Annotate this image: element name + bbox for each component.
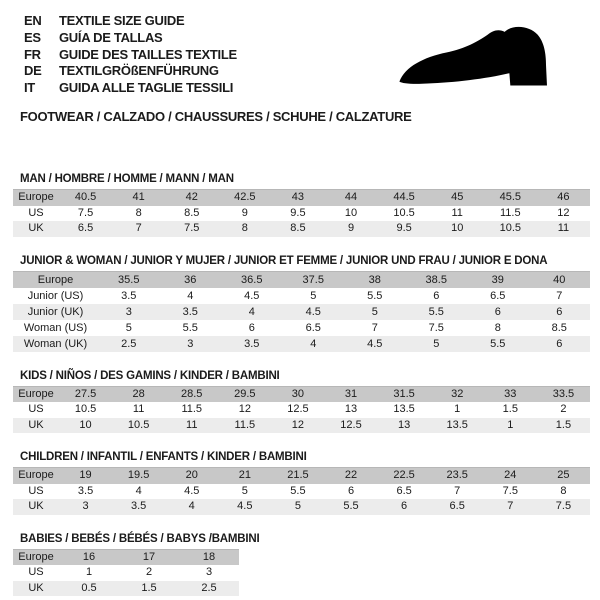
language-code: ES	[24, 29, 41, 45]
size-section	[13, 173, 590, 237]
language-code: DE	[24, 63, 42, 79]
size-cell: 7.5	[555, 500, 572, 512]
size-cell: 13	[397, 418, 411, 431]
size-cell: 11.5	[500, 206, 521, 219]
row-label: US	[28, 403, 44, 415]
size-cell: 11	[451, 206, 463, 219]
size-cell: 8.5	[551, 321, 567, 334]
size-cell: 1.5	[141, 581, 157, 594]
size-cell: 11.5	[234, 418, 256, 431]
size-cell: 8.5	[184, 206, 200, 219]
row-label: US	[28, 566, 44, 578]
row-label: Woman (US)	[23, 321, 88, 334]
row-label: UK	[28, 581, 44, 594]
size-cell: 1	[507, 418, 514, 431]
size-cell: 18	[202, 550, 216, 563]
size-cell: 20	[185, 469, 198, 481]
language-title: TEXTILE SIZE GUIDE	[59, 13, 185, 28]
size-cell: 3	[205, 566, 213, 578]
size-cell: 22	[344, 469, 358, 481]
size-cell: 4	[248, 305, 255, 318]
size-cell: 5.5	[428, 305, 444, 318]
size-cell: 4.5	[305, 305, 321, 318]
size-cell: 40.5	[74, 191, 97, 203]
size-section	[13, 451, 590, 515]
size-cell: 10.5	[127, 418, 150, 431]
row-label: Europe	[18, 550, 54, 563]
size-cell: 38.5	[425, 273, 447, 286]
size-cell: 6	[347, 484, 355, 497]
size-cell: 17	[142, 550, 156, 563]
section-title: KIDS / NIÑOS / DES GAMINS / KINDER / BAMBINI	[20, 369, 280, 382]
size-cell: 1	[454, 403, 461, 415]
size-cell: 28	[132, 387, 145, 400]
size-cell: 1	[85, 566, 93, 578]
table-row	[13, 581, 239, 597]
size-cell: 3	[187, 337, 194, 350]
size-cell: 25	[557, 469, 570, 481]
language-row	[24, 30, 237, 47]
size-cell: 11	[186, 418, 198, 431]
table-row	[13, 418, 590, 434]
table-header-row	[13, 190, 590, 206]
size-cell: 3.5	[121, 289, 137, 302]
size-tables	[13, 173, 590, 596]
size-cell: 10.5	[74, 403, 97, 415]
size-cell: 6	[401, 500, 408, 512]
size-cell: 10	[79, 418, 92, 431]
size-cell: 45.5	[499, 191, 521, 203]
table-row	[13, 221, 590, 237]
size-cell: 5	[294, 500, 301, 512]
size-cell: 6.5	[77, 222, 94, 234]
size-cell: 10	[451, 222, 464, 234]
size-cell: 7.5	[502, 484, 518, 497]
size-cell: 6	[494, 305, 501, 318]
row-label: US	[28, 484, 44, 497]
language-row	[24, 13, 237, 30]
size-cell: 42	[185, 191, 198, 203]
table-header-row	[13, 468, 590, 484]
size-cell: 4.5	[244, 289, 260, 302]
size-cell: 7	[135, 222, 142, 234]
size-section	[13, 370, 590, 434]
size-cell: 8	[560, 484, 567, 497]
size-cell: 11	[132, 403, 145, 415]
size-cell: 12.5	[340, 418, 362, 431]
row-label: US	[28, 206, 44, 219]
size-cell: 5.5	[182, 321, 198, 334]
size-cell: 7.5	[184, 222, 200, 234]
size-section	[13, 255, 590, 352]
size-cell: 4	[135, 484, 142, 497]
size-cell: 6.5	[396, 484, 412, 497]
language-title: GUIDA ALLE TAGLIE TESSILI	[59, 80, 234, 96]
size-cell: 2.5	[201, 581, 217, 594]
language-code: EN	[24, 13, 42, 28]
size-cell: 8.5	[290, 222, 306, 234]
size-cell: 10	[344, 206, 358, 219]
table-row	[13, 320, 590, 336]
size-cell: 2	[560, 403, 567, 415]
size-cell: 4	[187, 289, 194, 302]
size-cell: 5.5	[343, 500, 359, 512]
size-cell: 6.5	[449, 500, 465, 512]
size-cell: 7.5	[77, 206, 94, 219]
size-cell: 6	[556, 305, 563, 318]
size-cell: 3	[125, 305, 132, 318]
size-cell: 40	[553, 273, 566, 286]
language-code: IT	[24, 80, 35, 96]
size-cell: 2	[145, 566, 153, 578]
language-title-list	[24, 13, 237, 97]
size-section	[13, 533, 590, 597]
size-cell: 12	[238, 403, 251, 415]
size-cell: 41	[132, 191, 145, 203]
size-cell: 6.5	[490, 289, 506, 302]
size-cell: 3.5	[130, 500, 147, 512]
size-cell: 33	[504, 387, 517, 400]
size-cell: 11.5	[181, 403, 203, 415]
size-table	[13, 271, 590, 352]
size-cell: 1.5	[555, 418, 572, 431]
size-cell: 10.5	[499, 222, 521, 234]
size-cell: 19	[79, 469, 92, 481]
size-cell: 42.5	[234, 191, 256, 203]
size-cell: 5.5	[490, 337, 506, 350]
size-cell: 21.5	[287, 469, 309, 481]
size-cell: 12	[557, 206, 570, 219]
size-cell: 6	[556, 337, 563, 350]
size-cell: 38	[368, 273, 381, 286]
size-cell: 5	[125, 321, 132, 334]
row-label: UK	[28, 222, 44, 234]
section-title: JUNIOR & WOMAN / JUNIOR Y MUJER / JUNIOR ET FEMME / JUNIOR UND FRAU / JUNIOR E DONA	[20, 254, 548, 267]
size-cell: 7.5	[428, 321, 444, 334]
size-cell: 28.5	[181, 387, 203, 400]
size-cell: 4.5	[237, 500, 253, 512]
size-cell: 4.5	[184, 484, 200, 497]
size-cell: 7	[454, 484, 461, 497]
size-cell: 36	[184, 273, 197, 286]
table-row	[13, 288, 590, 304]
row-label: UK	[28, 500, 44, 512]
size-cell: 31.5	[393, 387, 415, 400]
table-row	[13, 484, 590, 500]
size-cell: 19.5	[127, 469, 150, 481]
size-cell: 32	[451, 387, 464, 400]
size-table	[13, 386, 590, 434]
size-table	[13, 467, 590, 515]
size-cell: 1.5	[502, 403, 518, 415]
table-row	[13, 499, 590, 515]
size-cell: 0.5	[81, 581, 97, 594]
size-cell: 39	[491, 273, 504, 286]
size-cell: 22.5	[393, 469, 415, 481]
size-cell: 27.5	[74, 387, 97, 400]
size-cell: 4.5	[367, 337, 383, 350]
row-label: Junior (US)	[27, 289, 84, 302]
size-cell: 8	[135, 206, 142, 219]
table-row	[13, 206, 590, 222]
size-cell: 23.5	[446, 469, 468, 481]
language-row	[24, 80, 237, 97]
size-cell: 3	[82, 500, 89, 512]
size-cell: 9.5	[290, 206, 306, 219]
table-header-row	[13, 549, 239, 565]
section-title: BABIES / BEBÉS / BÉBÉS / BABYS /BAMBINI	[20, 532, 260, 545]
size-cell: 5	[433, 337, 440, 350]
size-cell: 9.5	[396, 222, 412, 234]
size-cell: 10.5	[393, 206, 415, 219]
size-cell: 9	[347, 222, 355, 234]
section-title: MAN / HOMBRE / HOMME / MANN / MAN	[20, 173, 234, 185]
size-cell: 29.5	[234, 387, 256, 400]
size-cell: 43	[291, 191, 305, 203]
size-cell: 7	[371, 321, 378, 334]
shoe-icon	[388, 14, 580, 108]
size-cell: 6	[433, 289, 440, 302]
size-cell: 2.5	[121, 337, 137, 350]
row-label: Woman (UK)	[23, 337, 88, 350]
category-line: FOOTWEAR / CALZADO / CHAUSSURES / SCHUHE / CALZATURE	[20, 109, 412, 124]
size-cell: 7	[507, 500, 514, 512]
language-title: TEXTILGRÖßENFÜHRUNG	[59, 63, 219, 79]
size-cell: 44.5	[393, 191, 415, 203]
table-row	[13, 336, 590, 352]
size-cell: 37.5	[302, 273, 324, 286]
size-cell: 5	[241, 484, 248, 497]
size-cell: 11	[557, 222, 570, 234]
size-cell: 3.5	[182, 305, 198, 318]
size-cell: 7	[556, 289, 563, 302]
size-cell: 13.5	[446, 418, 468, 431]
row-label: UK	[28, 418, 44, 431]
size-cell: 4	[310, 337, 317, 350]
row-label: Europe	[18, 387, 54, 400]
size-cell: 6.5	[305, 321, 321, 334]
size-cell: 24	[504, 469, 517, 481]
size-cell: 8	[494, 321, 501, 334]
row-label: Europe	[18, 469, 54, 481]
size-cell: 35.5	[118, 273, 140, 286]
language-code: FR	[24, 46, 41, 62]
size-cell: 13	[344, 403, 358, 415]
size-cell: 33.5	[552, 387, 575, 400]
size-cell: 3.5	[244, 337, 260, 350]
size-cell: 3.5	[77, 484, 94, 497]
size-cell: 5.5	[290, 484, 306, 497]
size-cell: 31	[344, 387, 358, 400]
size-cell: 9	[241, 206, 248, 219]
table-row	[13, 402, 590, 418]
table-header-row	[13, 386, 590, 402]
size-table	[13, 549, 239, 597]
table-row	[13, 565, 239, 581]
size-cell: 12.5	[287, 403, 309, 415]
section-title: CHILDREN / INFANTIL / ENFANTS / KINDER / BAMBINI	[20, 451, 307, 463]
row-label: Junior (UK)	[27, 305, 84, 318]
size-cell: 12	[291, 418, 305, 431]
size-cell: 21	[238, 469, 251, 481]
size-cell: 4	[188, 500, 195, 512]
language-title: GUÍA DE TALLAS	[59, 29, 163, 45]
size-cell: 13.5	[393, 403, 415, 415]
language-row	[24, 63, 237, 80]
size-cell: 6	[248, 321, 255, 334]
size-cell: 5	[371, 305, 378, 318]
size-cell: 8	[241, 222, 248, 234]
row-label: Europe	[18, 191, 54, 203]
size-cell: 45	[451, 191, 464, 203]
size-cell: 16	[82, 550, 96, 563]
size-cell: 30	[291, 387, 305, 400]
table-row	[13, 304, 590, 320]
language-row	[24, 47, 237, 64]
size-cell: 5.5	[367, 289, 383, 302]
size-table	[13, 189, 590, 237]
size-cell: 5	[310, 289, 317, 302]
size-cell: 44	[344, 191, 358, 203]
language-title: GUIDE DES TAILLES TEXTILE	[59, 46, 237, 62]
table-header-row	[13, 271, 590, 288]
size-cell: 46	[557, 191, 570, 203]
row-label: Europe	[37, 273, 74, 286]
size-cell: 36.5	[241, 273, 263, 286]
